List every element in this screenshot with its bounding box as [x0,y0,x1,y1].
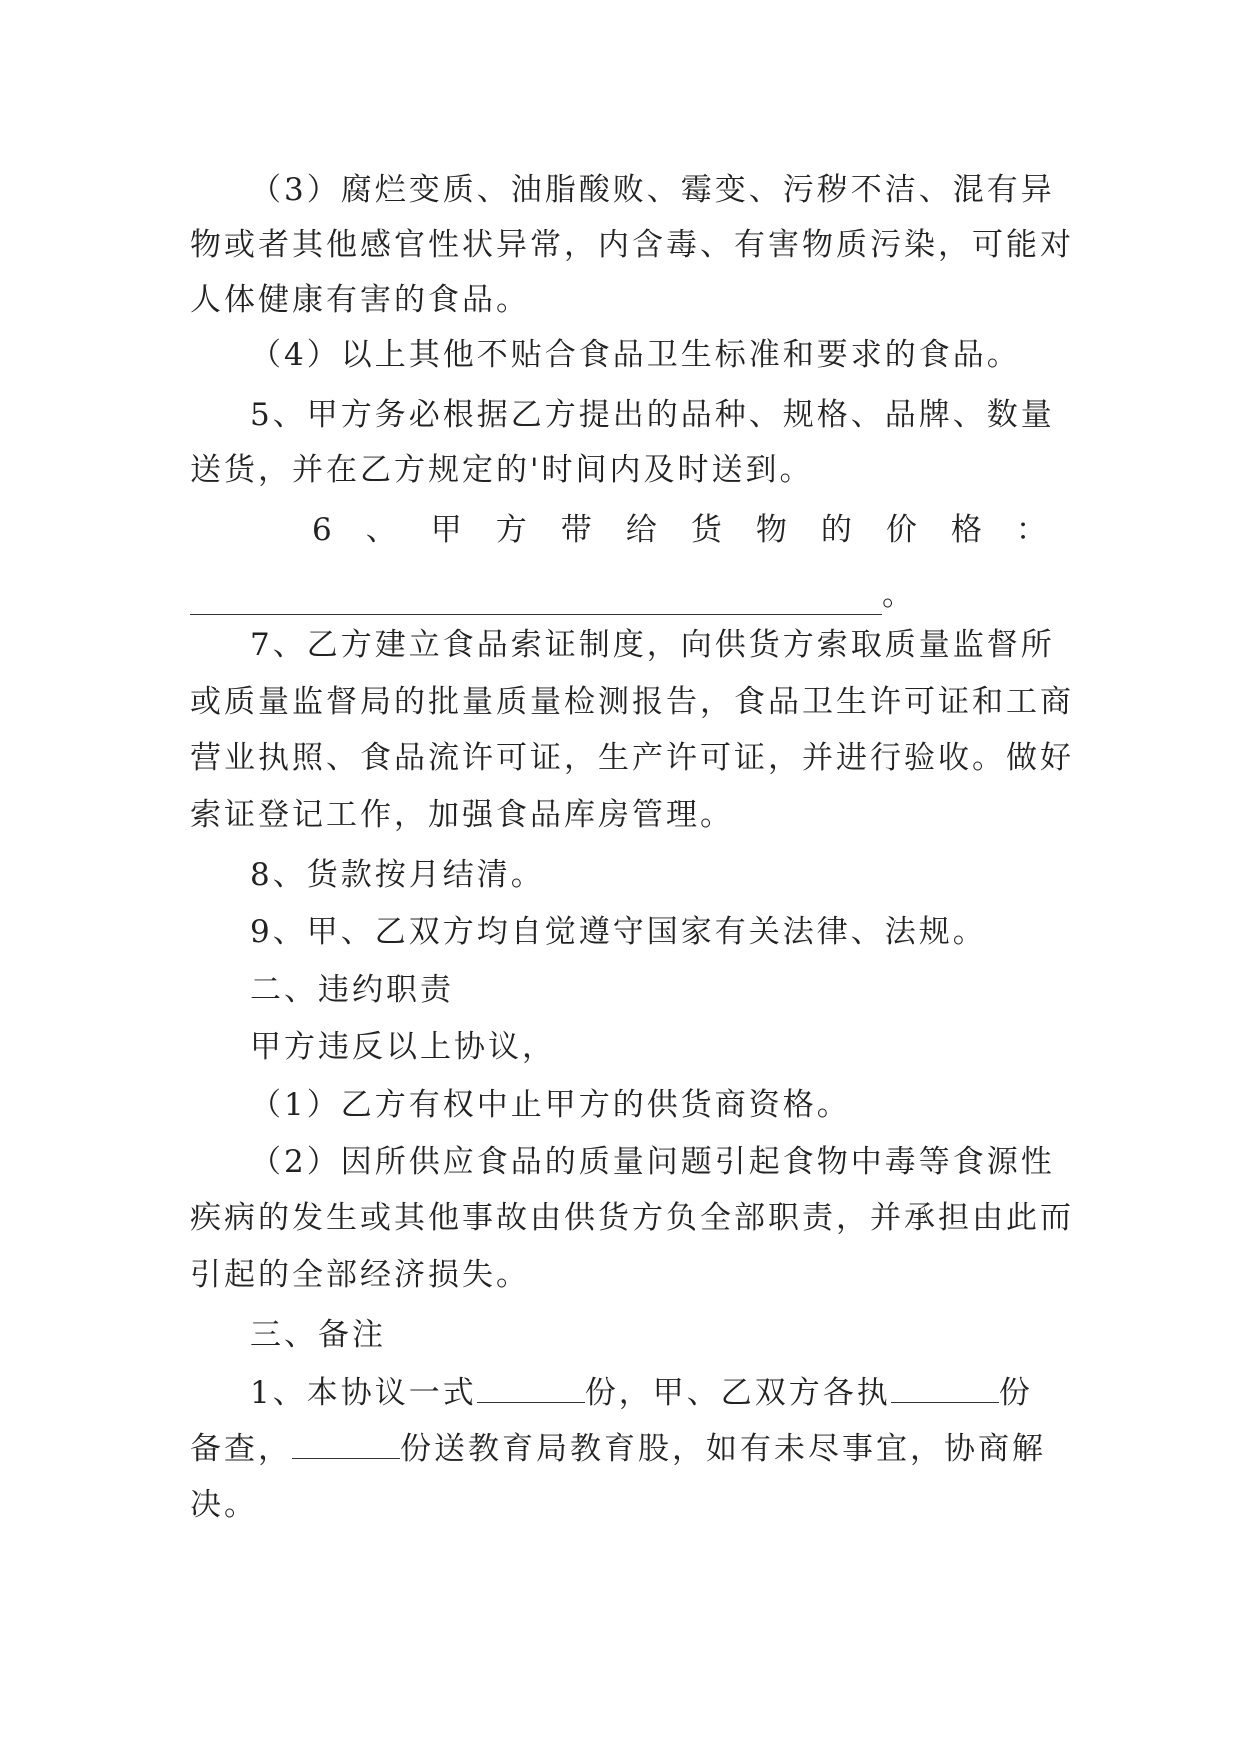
paragraph-8-line-1: 8、货款按月结清。 [250,857,545,893]
price-blank-field[interactable] [190,584,882,615]
paragraph-3-line-2: 物或者其他感官性状异常，内含毒、有害物质污染，可能对 [190,227,1074,263]
copies-bureau-blank[interactable] [292,1428,400,1459]
section-2-item-1: （1）乙方有权中止甲方的供货商资格。 [250,1087,851,1123]
paragraph-5-line-2: 送货，并在乙方规定的'时间内及时送到。 [190,452,814,488]
price-end-period: 。 [882,577,913,613]
copies-text-d: 备查， [190,1431,292,1467]
paragraph-9-line-1: 9、甲、乙双方均自觉遵守国家有关法律、法规。 [250,914,987,950]
section-2-item-2-line-3: 引起的全部经济损失。 [190,1257,530,1293]
p6-char: 甲 [430,512,465,548]
section-3-item-1-line-3: 决。 [190,1487,258,1523]
copies-text-b: 份，甲、乙双方各执 [584,1375,891,1411]
section-2-heading: 二、违约职责 [250,972,454,1008]
p6-char: 带 [560,512,595,548]
p6-char: 格 [950,512,985,548]
copies-text-e: 份送教育局教育股，如有未尽事宜，协商解 [400,1431,1046,1467]
p6-char: 物 [755,512,790,548]
section-3-item-1-line-2 [190,1428,1050,1468]
p6-char: 、 [365,512,400,548]
paragraph-4-line-1: （4）以上其他不贴合食品卫生标准和要求的食品。 [250,337,1021,373]
copies-text-a: 1、本协议一式 [250,1375,477,1411]
p6-char: 货 [690,512,725,548]
p6-char: 的 [820,512,855,548]
section-2-intro: 甲方违反以上协议， [250,1029,556,1065]
paragraph-5-line-1: 5、甲方务必根据乙方提出的品种、规格、品牌、数量 [250,397,1055,433]
paragraph-7-line-3: 营业执照、食品流许可证，生产许可证，并进行验收。做好 [190,740,1074,776]
p6-char: 6 [312,512,335,548]
paragraph-3-line-3: 人体健康有害的食品。 [190,282,530,318]
section-3-heading: 三、备注 [250,1317,386,1353]
paragraph-7-line-2: 或质量监督局的批量质量检测报告，食品卫生许可证和工商 [190,684,1074,720]
paragraph-7-line-4: 索证登记工作，加强食品库房管理。 [190,797,734,833]
section-3-item-1-line-1 [250,1372,1050,1412]
paragraph-6-spaced-line [312,510,1050,550]
paragraph-3-line-1: （3）腐烂变质、油脂酸败、霉变、污秽不洁、混有异 [250,172,1055,208]
section-2-item-2-line-2: 疾病的发生或其他事故由供货方负全部职责，并承担由此而 [190,1200,1074,1236]
paragraph-7-line-1: 7、乙方建立食品索证制度，向供货方索取质量监督所 [250,627,1055,663]
p6-char: ： [1015,512,1050,548]
section-2-item-2-line-1: （2）因所供应食品的质量问题引起食物中毒等食源性 [250,1144,1055,1180]
price-fill-in-row [190,575,913,615]
copies-each-blank[interactable] [891,1372,999,1403]
p6-char: 给 [625,512,660,548]
copies-text-c: 份 [998,1375,1033,1411]
p6-char: 价 [885,512,920,548]
p6-char: 方 [495,512,530,548]
copies-total-blank[interactable] [477,1372,585,1403]
